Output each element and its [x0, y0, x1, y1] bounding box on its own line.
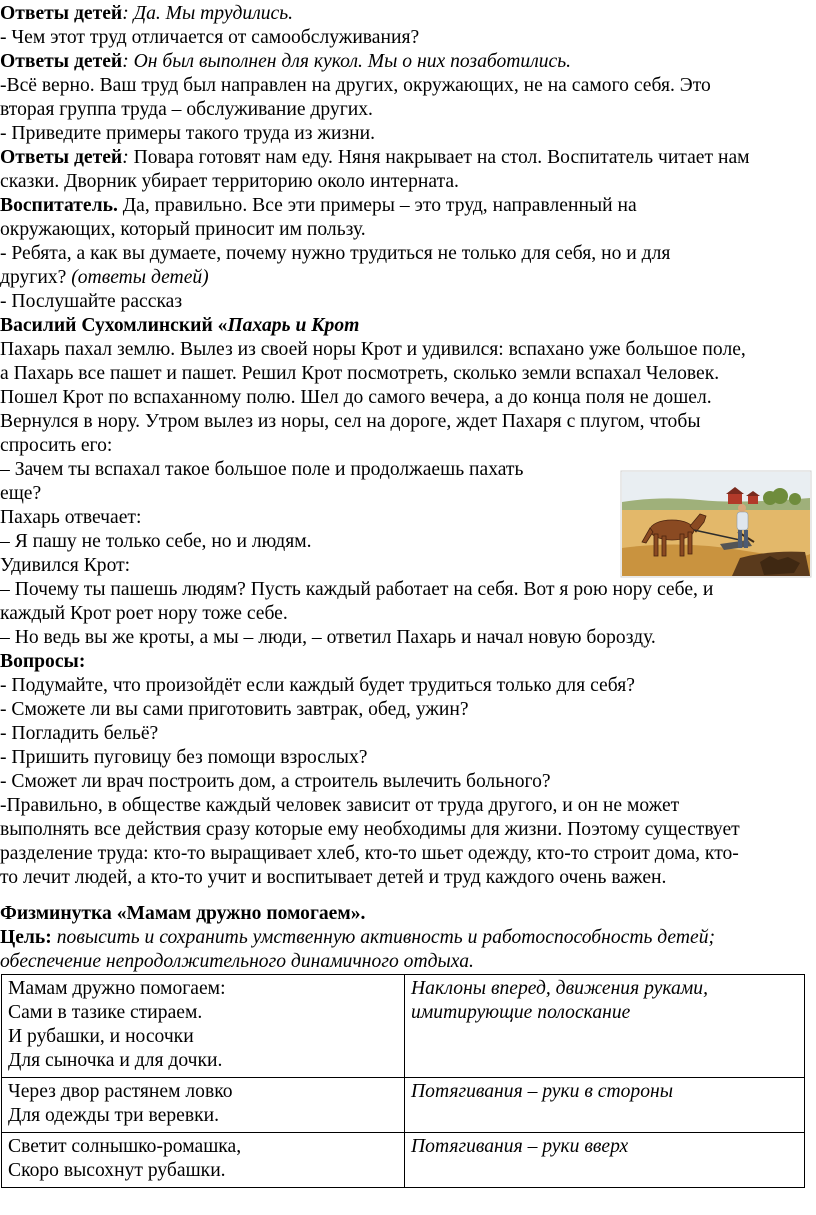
text-line: Цель: повысить и сохранить умственную активность и работоспособность детей; [0, 927, 716, 948]
text-line: еще? [0, 483, 42, 504]
stanza-line: Для сыночка и для дочки. [8, 1050, 223, 1071]
text-line: Удивился Крот: [0, 555, 131, 576]
text-line: – Я пашу не только себе, но и людям. [0, 531, 312, 552]
text-line: - Ребята, а как вы думаете, почему нужно трудиться не только для себя, но и для [0, 243, 671, 264]
stanza-line: Мамам дружно помогаем: [8, 978, 226, 999]
speaker-label: Воспитатель. [0, 195, 118, 216]
speaker-label: Ответы детей [0, 3, 123, 24]
text-line: -Правильно, в обществе каждый человек зависит от труда другого, и он не может [0, 795, 680, 816]
stanza-line: Через двор растянем ловко [8, 1081, 233, 1102]
exercise-table [1, 974, 805, 1188]
speaker-label: Ответы детей [0, 147, 123, 168]
text-line: Ответы детей: Он был выполнен для кукол. Мы о них позаботились. [0, 51, 572, 72]
text-line: – Почему ты пашешь людям? Пусть каждый работает на себя. Вот я рою нору себе, и [0, 579, 714, 600]
stanza-line: Светит солнышко-ромашка, [8, 1136, 242, 1157]
section-heading: Вопросы: [0, 651, 86, 672]
story-title: Василий Сухомлинский «Пахарь и Крот [0, 315, 360, 336]
text-line: сказки. Дворник убирает территорию около интерната. [0, 171, 459, 192]
text-line: - Чем этот труд отличается от самообслуживания? [0, 27, 420, 48]
text-line: - Приведите примеры такого труда из жизни. [0, 123, 376, 144]
text-line: Ответы детей: Да. Мы трудились. [0, 3, 294, 24]
text-line: каждый Крот роет нору тоже себе. [0, 603, 288, 624]
text-line: Ответы детей: Повара готовят нам еду. Няня накрывает на стол. Воспитатель читает нам [0, 147, 750, 168]
text-line: обеспечение непродолжительного динамичного отдыха. [0, 951, 474, 972]
stanza-line: И рубашки, и носочки [8, 1026, 194, 1047]
movement-cell [405, 1078, 805, 1133]
text-line: спросить его: [0, 435, 113, 456]
text-line: - Сможет ли врач построить дом, а строитель вылечить больного? [0, 771, 551, 792]
table-row [2, 1133, 805, 1188]
text-line: выполнять все действия сразу которые ему необходимы для жизни. Поэтому существует [0, 819, 740, 840]
text-line: -Всё верно. Ваш труд был направлен на других, окружающих, не на самого себя. Это [0, 75, 711, 96]
movement-line: Потягивания – руки в стороны [411, 1081, 673, 1102]
movement-cell [405, 1133, 805, 1188]
table-row [2, 975, 805, 1078]
text-line: - Подумайте, что произойдёт если каждый будет трудиться только для себя? [0, 675, 635, 696]
stanza-cell [2, 1078, 405, 1133]
text-line: - Сможете ли вы сами приготовить завтрак, обед, ужин? [0, 699, 469, 720]
text-line: Пошел Крот по вспаханному полю. Шел до самого вечера, а до конца поля не дошел. [0, 387, 712, 408]
text-line: то лечит людей, а кто-то учит и воспитывает детей и труд каждого очень важен. [0, 867, 667, 888]
table-row [2, 1078, 805, 1133]
plowman-with-horse-illustration [620, 470, 812, 578]
text-line: Пахарь пахал землю. Вылез из своей норы Крот и удивился: вспахано уже большое поле, [0, 339, 746, 360]
text-line: а Пахарь все пашет и пашет. Решил Крот посмотреть, сколько земли вспахал Человек. [0, 363, 720, 384]
movement-line: Потягивания – руки вверх [411, 1136, 629, 1157]
text-line: вторая группа труда – обслуживание других. [0, 99, 373, 120]
text-line: – Но ведь вы же кроты, а мы – люди, – ответил Пахарь и начал новую борозду. [0, 627, 656, 648]
text-line: - Послушайте рассказ [0, 291, 183, 312]
movement-line: имитирующие полоскание [411, 1002, 631, 1023]
stanza-cell [2, 975, 405, 1078]
speaker-label: Ответы детей [0, 51, 123, 72]
stanza-line: Сами в тазике стираем. [8, 1002, 203, 1023]
stanza-cell [2, 1133, 405, 1188]
text-line: окружающих, который приносит им пользу. [0, 219, 366, 240]
text-line: Пахарь отвечает: [0, 507, 142, 528]
text-line: других? (ответы детей) [0, 267, 209, 288]
section-heading: Физминутка «Мамам дружно помогаем». [0, 903, 366, 924]
text-line: Вернулся в нору. Утром вылез из норы, сел на дороге, ждет Пахаря с плугом, чтобы [0, 411, 701, 432]
text-line: - Пришить пуговицу без помощи взрослых? [0, 747, 368, 768]
stanza-line: Для одежды три веревки. [8, 1105, 219, 1126]
text-line: Воспитатель. Да, правильно. Все эти примеры – это труд, направленный на [0, 195, 637, 216]
movement-cell [405, 975, 805, 1078]
text-line: - Погладить бельё? [0, 723, 159, 744]
stanza-line: Скоро высохнут рубашки. [8, 1160, 226, 1181]
plowman-illustration [620, 470, 812, 578]
text-line: – Зачем ты вспахал такое большое поле и продолжаешь пахать [0, 459, 524, 480]
text-line: разделение труда: кто-то выращивает хлеб, кто-то шьет одежду, кто-то строит дома, кто- [0, 843, 739, 864]
movement-line: Наклоны вперед, движения руками, [411, 978, 708, 999]
